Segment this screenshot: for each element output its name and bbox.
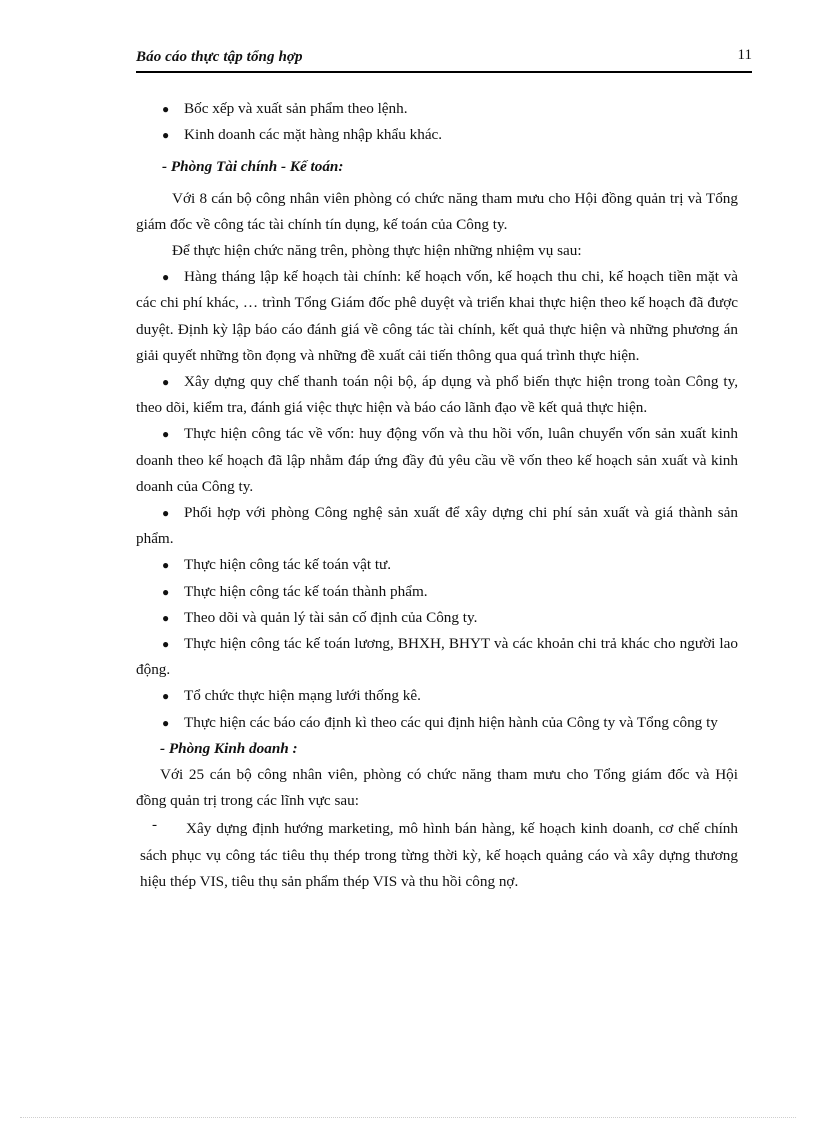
- list-item: ● Phối hợp với phòng Công nghệ sản xuất để xây dựng chi phí sản xuất và giá thành sản phẩm.: [136, 500, 738, 552]
- bullet-icon: ●: [162, 506, 170, 521]
- bullet-icon: ●: [162, 427, 170, 442]
- list-item: ● Thực hiện công tác kế toán lương, BHXH, BHYT và các khoản chi trả khác cho người lao động.: [136, 631, 738, 683]
- list-item: ● Thực hiện các báo cáo định kì theo các qui định hiện hành của Công ty và Tổng công ty: [136, 710, 738, 736]
- bullet-icon: ●: [162, 715, 170, 730]
- list-item: ● Kinh doanh các mặt hàng nhập khẩu khác.: [136, 122, 738, 148]
- bullet-icon: ●: [162, 584, 170, 599]
- bullet-icon: ●: [162, 102, 170, 116]
- bullet-icon: ●: [162, 558, 170, 573]
- bullet-icon: ●: [162, 610, 170, 625]
- section-heading-finance: - Phòng Tài chính - Kế toán:: [162, 158, 344, 176]
- bullet-icon: ●: [162, 375, 170, 390]
- list-item: ● Theo dõi và quản lý tài sản cố định của Công ty.: [136, 605, 738, 631]
- list-item: ● Thực hiện công tác về vốn: huy động vốn và thu hồi vốn, luân chuyển vốn sản xuất kinh doanh theo kế hoạch đã lập nhằm đáp ứng đầy đủ yêu cầu về vốn theo kế hoạch sản xuất và kinh doanh của Công ty.: [136, 421, 738, 500]
- footer-divider: [20, 1117, 796, 1118]
- list-item: ● Bốc xếp và xuất sản phẩm theo lệnh.: [136, 96, 738, 122]
- sales-intro: Với 25 cán bộ công nhân viên, phòng có chức năng tham mưu cho Tổng giám đốc và Hội đồng quản trị trong các lĩnh vực sau:: [136, 766, 738, 810]
- dash-marker: -: [152, 816, 158, 834]
- bullet-icon: ●: [162, 270, 170, 285]
- list-item: ● Hàng tháng lập kế hoạch tài chính: kế hoạch vốn, kế hoạch thu chi, kế hoạch tiền mặt và các chi phí khác, … trình Tổng Giám đốc phê duyệt và triển khai thực hiện theo kế hoạch đã được duyệt. Định kỳ lập báo cáo đánh giá về công tác tài chính, kết quả thực hiện và những phương án giải quyết những tồn đọng và những đề xuất cải tiến thông qua quá trình thực hiện.: [136, 264, 738, 369]
- list-item: - Xây dựng định hướng marketing, mô hình bán hàng, kế hoạch kinh doanh, cơ chế chính sách phục vụ công tác tiêu thụ thép trong từng thời kỳ, kế hoạch quảng cáo và xây dựng thương hiệu thép VIS, tiêu thụ sản phẩm thép VIS và thu hồi công nợ.: [136, 816, 738, 895]
- page-number: 11: [737, 47, 752, 63]
- bullet-icon: ●: [162, 689, 170, 704]
- bullet-icon: ●: [162, 128, 170, 143]
- list-item: ● Thực hiện công tác kế toán vật tư.: [136, 552, 738, 578]
- list-item: ● Thực hiện công tác kế toán thành phẩm.: [136, 579, 738, 605]
- finance-intro: Với 8 cán bộ công nhân viên phòng có chức năng tham mưu cho Hội đồng quản trị và Tổng giám đốc về công tác tài chính tín dụng, kế toán của Công ty.: [136, 189, 738, 233]
- bullet-icon: ●: [162, 637, 170, 652]
- list-item: ● Tổ chức thực hiện mạng lưới thống kê.: [136, 683, 738, 709]
- list-item: ● Xây dựng quy chế thanh toán nội bộ, áp dụng và phổ biến thực hiện trong toàn Công ty, theo dõi, kiểm tra, đánh giá việc thực hiện và báo cáo lãnh đạo về kết quả thực hiện.: [136, 369, 738, 421]
- header-title: Báo cáo thực tập tổng hợp: [136, 49, 303, 65]
- page-content: [136, 96, 738, 895]
- section-heading-sales: - Phòng Kinh doanh :: [160, 739, 298, 757]
- page-header: [136, 47, 752, 73]
- finance-lead: Để thực hiện chức năng trên, phòng thực hiện những nhiệm vụ sau:: [172, 242, 582, 260]
